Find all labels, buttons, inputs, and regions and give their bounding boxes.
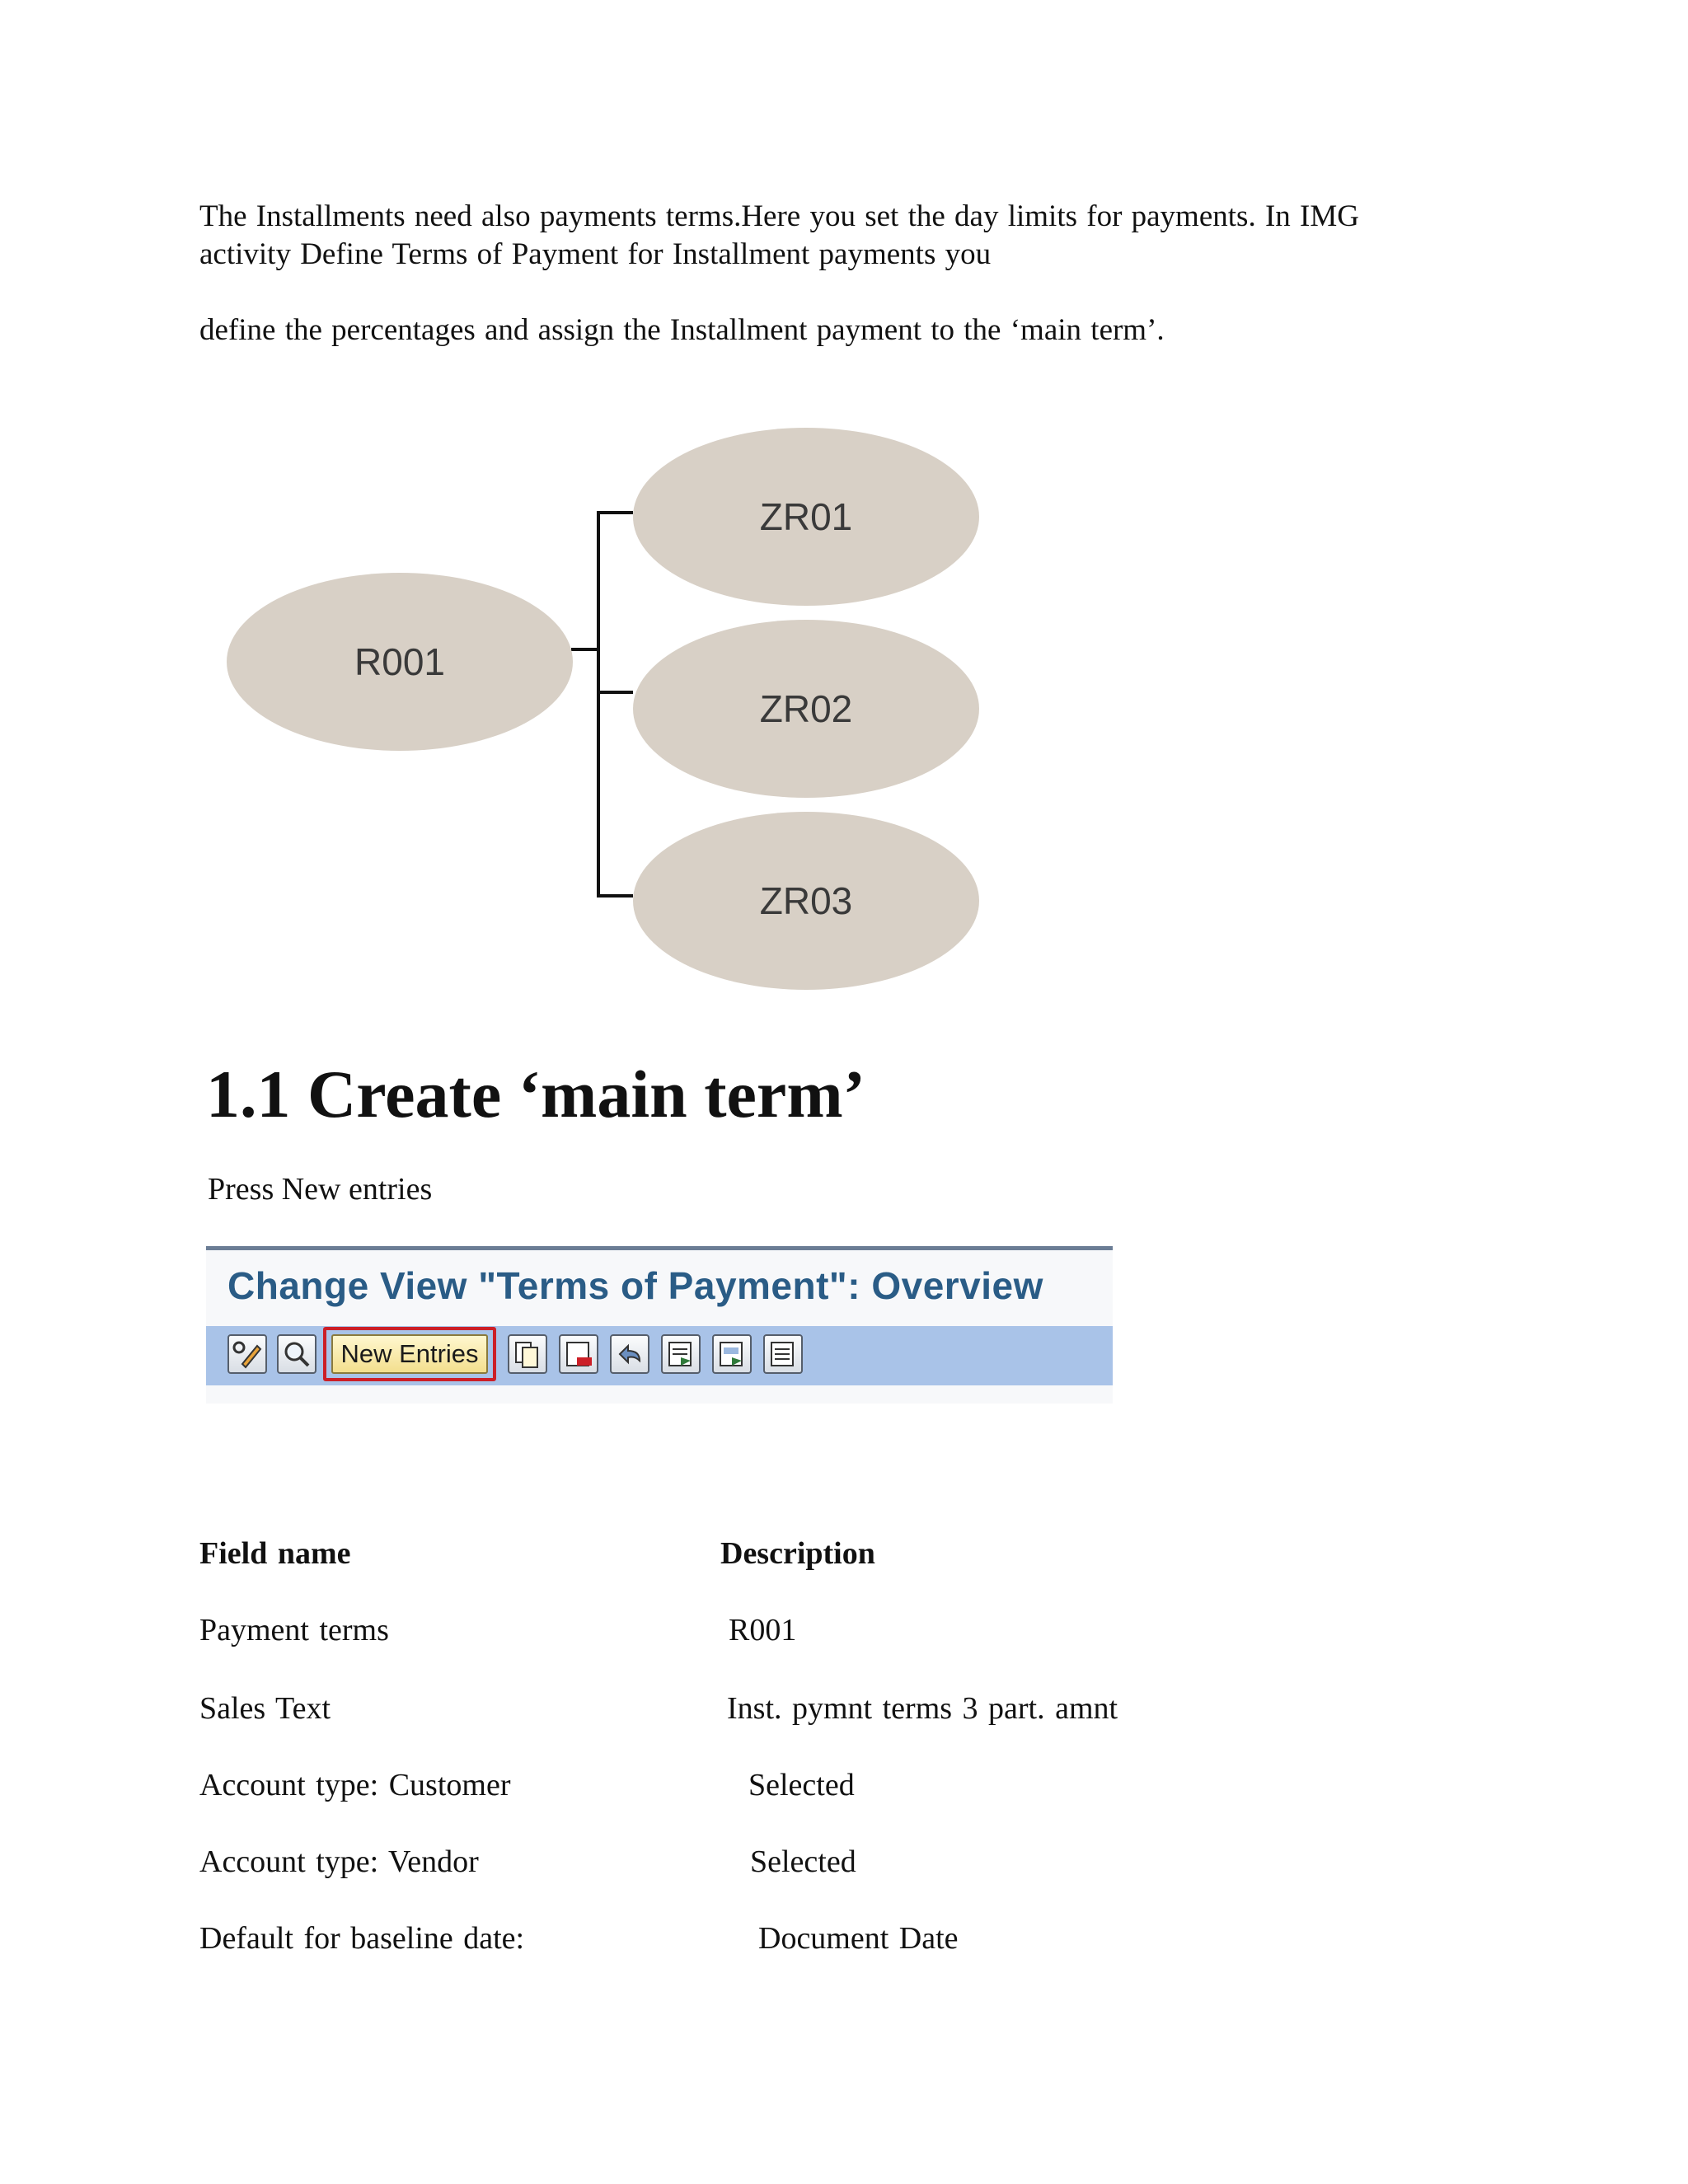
sap-screen-title: Change View "Terms of Payment": Overview: [227, 1264, 1043, 1307]
delete-row-icon: [560, 1336, 597, 1372]
intro-paragraph-continued: define the percentages and assign the Installment payment to the ‘main term’.: [199, 313, 1165, 347]
undo-arrow-icon: [612, 1336, 648, 1372]
description-cell: Document Date: [758, 1921, 959, 1956]
pencil-glasses-icon: [229, 1336, 265, 1372]
sap-toolbar: [206, 1326, 1113, 1385]
sap-screenshot: [206, 1246, 1113, 1404]
deselect-all-icon[interactable]: [763, 1334, 803, 1374]
magnifier-icon: [279, 1336, 315, 1372]
field-name-cell: Account type: Vendor: [199, 1844, 479, 1879]
diagram-node-zr02: [633, 620, 979, 798]
diagram-canvas: [214, 416, 1006, 1010]
search-icon[interactable]: [277, 1334, 316, 1374]
delete-icon[interactable]: [559, 1334, 598, 1374]
copy-pages-icon: [509, 1336, 546, 1372]
description-cell: Selected: [750, 1844, 856, 1879]
connector-lines: [571, 513, 633, 896]
section-heading: 1.1 Create ‘main term’: [206, 1057, 865, 1132]
field-name-cell: Account type: Customer: [199, 1768, 511, 1802]
diagram-node-zr03: [633, 812, 979, 990]
node-zr02-label: ZR02: [759, 687, 853, 730]
block-select-icon: [714, 1336, 750, 1372]
description-cell: R001: [729, 1613, 797, 1647]
field-name-cell: Sales Text: [199, 1691, 331, 1726]
payment-terms-diagram: [214, 416, 1006, 1010]
select-block-icon[interactable]: [712, 1334, 752, 1374]
diagram-node-zr01: [633, 428, 979, 606]
select-all-icon[interactable]: [661, 1334, 701, 1374]
diagram-node-root: [227, 573, 573, 751]
description-cell: Inst. pymnt terms 3 part. amnt: [727, 1691, 1118, 1726]
instruction-text: Press New entries: [208, 1172, 433, 1207]
column-header-description: Description: [720, 1536, 875, 1571]
copy-icon[interactable]: [508, 1334, 547, 1374]
list-deselect-icon: [765, 1336, 801, 1372]
node-zr03-label: ZR03: [759, 879, 853, 922]
node-zr01-label: ZR01: [759, 495, 853, 538]
intro-paragraph: The Installments need also payments terms.Here you set the day limits for payments. In IMG activity Define Terms of Payment for Installment payments you: [199, 199, 1359, 271]
column-header-field-name: Field name: [199, 1536, 351, 1571]
new-entries-button[interactable]: New Entries: [331, 1334, 488, 1374]
undo-icon[interactable]: [610, 1334, 649, 1374]
field-name-cell: Payment terms: [199, 1613, 389, 1647]
list-select-icon: [663, 1336, 699, 1372]
display-change-icon[interactable]: [227, 1334, 267, 1374]
field-name-cell: Default for baseline date:: [199, 1921, 525, 1956]
node-root-label: R001: [354, 640, 445, 683]
description-cell: Selected: [748, 1768, 855, 1802]
